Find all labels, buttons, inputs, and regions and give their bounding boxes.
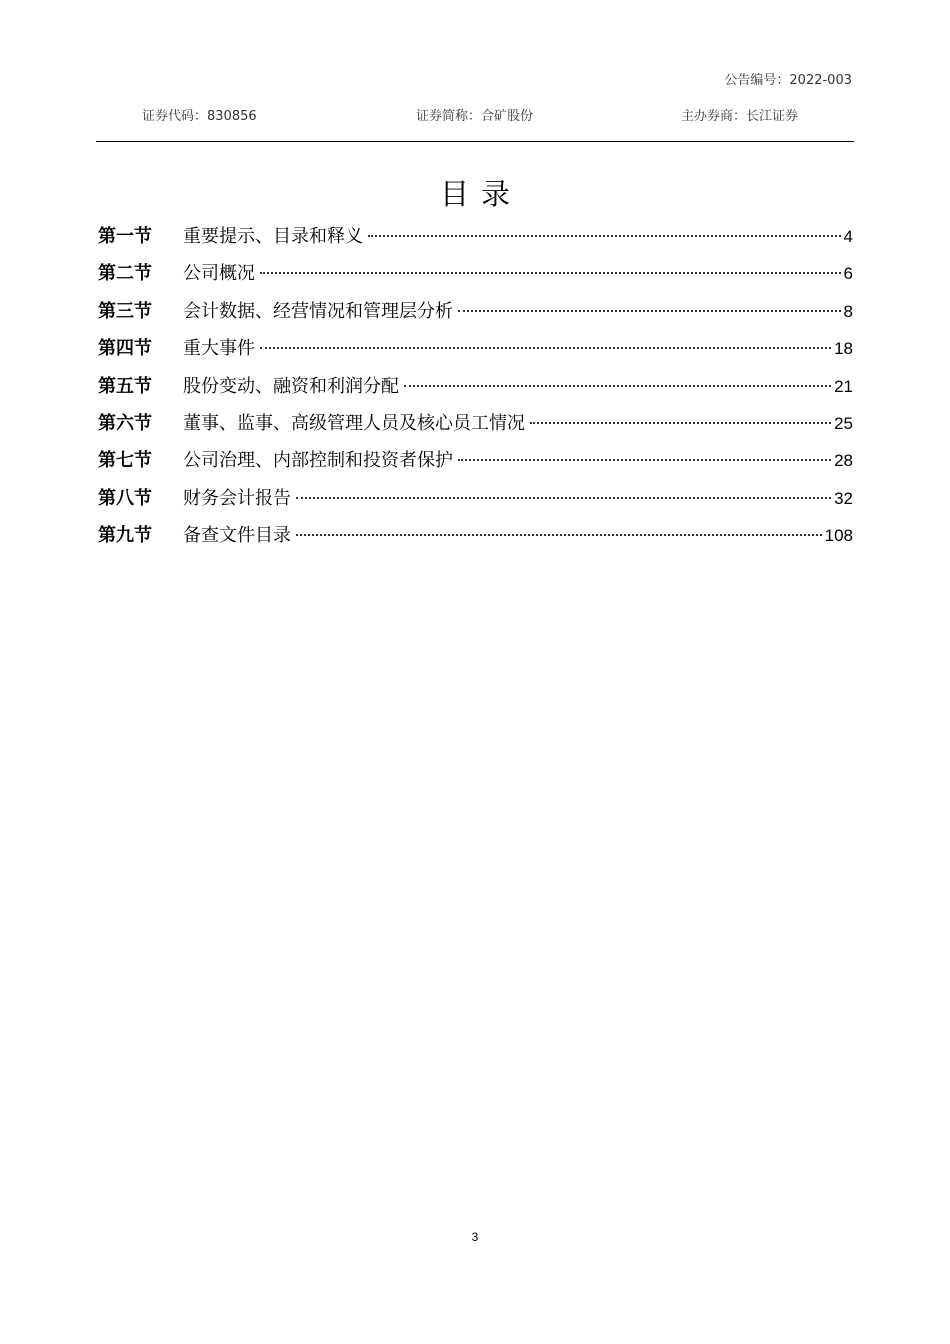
toc-leader-dots [458,310,841,312]
toc-page-number: 32 [834,488,853,508]
toc-item-section-6[interactable] [98,409,853,446]
toc-section-label: 第三节 [98,300,152,322]
toc-section-label: 第二节 [98,263,152,285]
toc-section-name: 重要提示、目录和释义 [183,226,363,247]
toc-leader-dots [368,235,841,237]
toc-section-label: 第五节 [98,375,152,397]
toc-item-section-1[interactable] [98,222,853,259]
toc-item-section-4[interactable] [98,334,853,371]
toc-item-section-7[interactable] [98,446,853,483]
toc-leader-dots [458,459,831,461]
toc-section-name: 备查文件目录 [183,525,291,547]
sponsor-broker: 主办券商：长江证券 [681,109,799,124]
toc-leader-dots [530,422,831,424]
toc-title: 目录 [439,177,522,211]
toc-page-number: 18 [834,339,853,359]
security-name: 证券简称：合矿股份 [416,109,534,124]
toc-section-name: 公司概况 [183,263,255,285]
toc-section-name: 会计数据、经营情况和管理层分析 [183,300,453,322]
toc-section-name: 重大事件 [183,338,255,360]
page-number: 3 [471,1230,479,1244]
toc-section-label: 第八节 [98,487,152,509]
toc-section-name: 公司治理、内部控制和投资者保护 [183,450,453,472]
toc-page-number: 8 [843,301,853,321]
toc-section-label: 第四节 [98,338,152,360]
toc-list [98,222,853,559]
toc-section-label: 第六节 [98,412,152,434]
toc-page-number: 6 [843,264,853,284]
announcement-number: 公告编号：2022-003 [724,73,852,88]
security-code: 证券代码：830856 [142,109,257,124]
toc-section-label: 第七节 [98,450,152,472]
toc-item-section-2[interactable] [98,259,853,296]
toc-item-section-3[interactable] [98,297,853,334]
toc-item-section-9[interactable] [98,521,853,558]
toc-item-section-8[interactable] [98,484,853,521]
toc-item-section-5[interactable] [98,372,853,409]
toc-section-label: 第一节 [98,226,152,247]
toc-leader-dots [260,272,841,274]
toc-section-name: 董事、监事、高级管理人员及核心员工情况 [183,412,525,434]
toc-page-number: 4 [843,227,853,246]
toc-section-name: 股份变动、融资和利润分配 [183,375,399,397]
header-info [96,105,854,125]
toc-page-number: 108 [824,526,853,546]
toc-section-label: 第九节 [98,525,152,547]
toc-section-name: 财务会计报告 [183,487,291,509]
toc-leader-dots [404,385,831,387]
toc-leader-dots [296,497,831,499]
toc-leader-dots [260,347,831,349]
toc-page-number: 21 [834,376,853,396]
toc-page-number: 25 [834,413,853,433]
toc-leader-dots [296,534,822,536]
header-divider [96,141,854,142]
toc-page-number: 28 [834,451,853,471]
